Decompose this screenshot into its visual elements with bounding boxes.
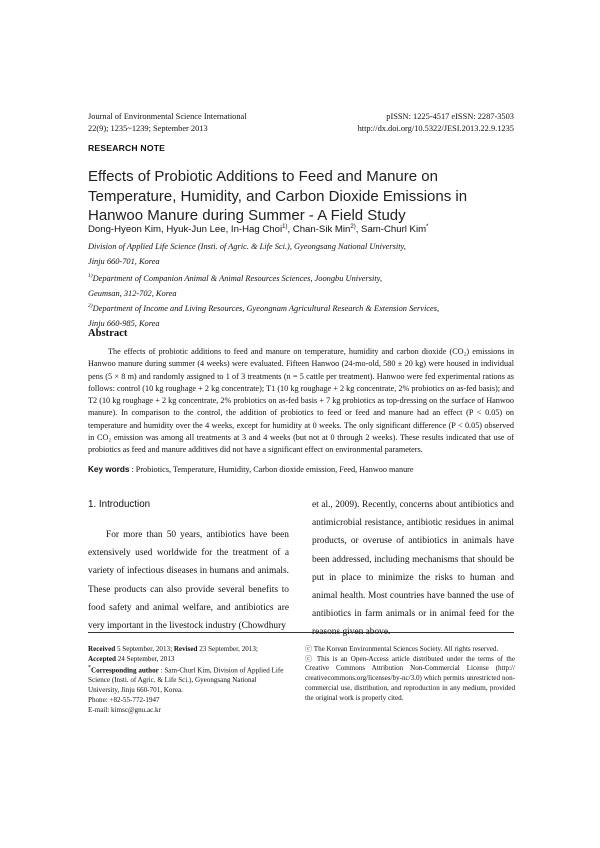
affiliation-main [88, 239, 528, 269]
received-label: Received [88, 645, 116, 653]
author-sup-3: * [426, 224, 429, 230]
abstract-text: The effects of probiotic additions to feed and manure on temperature, humidity and carbon dioxide (CO₂) emissions in Hanwoo manure during summer (4 weeks) were evaluated. Fifteen Hanwoo (24-mo-old, 580 ± 20 kg) were housed in individual pens (5 × 8 m) and randomly assigned to 1 of 3 treatments (n = 5 cattle per treatment). Hanwoo were fed experimental rations as follows: control (10 kg roughage + 2 kg concentrate); T1 (10 kg roughage + 2 kg concentrate, 2% probiotics on as-fed basis); and T2 (10 kg roughage + 2 kg concentrate, 2% probiotics on as-fed basis + 7 kg probiotics as top-dressing on the surface of Hanwoo manure). In comparison to the control, the addition of probiotics to feed or feed and manure had an effect (P < 0.05) on temperature and humidity over the 4 weeks, except for humidity at 0 weeks. The only significant difference (P < 0.05) observed in CO₂ emission was among all treatments at 3 and 4 weeks (but not at 0 through 2 weeks). These results indicated that use of probiotics as feed and manure additives did not have a significant effect on environmental parameters. [88, 347, 514, 455]
affiliation-2 [88, 299, 528, 331]
received-date: 5 September, 2013; [115, 645, 174, 653]
corresponding-text: : Sam-Churl Kim, Division of Applied Life Science (Insti. of Agric. & Life Sci.), Gyeongsang National University, Jinju 660-701, Korea. [88, 666, 284, 695]
affiliation-2-line2: Jinju 660-985, Korea [88, 318, 160, 328]
introduction-paragraph-right: et al., 2009). Recently, concerns about antibiotics and antimicrobial resistance, antibiotic residues in animal products, or overuse of antibiotics in animals have been addressed, including mechanisms that should be put in place to minimize the risks to human and animal health. Most countries have banned the use of antibiotics in farm animals or in animal feed for the reasons given above. [312, 500, 514, 638]
affiliation-1 [88, 269, 528, 301]
journal-doi-link[interactable]: http://dx.doi.org/10.5322/JESI.2013.22.9.1235 [357, 124, 514, 133]
accepted-label: Accepted [88, 654, 116, 663]
corresponding-label: Corresponding author [90, 666, 159, 675]
affiliation-1-line2: Geumsan, 312-702, Korea [88, 288, 177, 298]
journal-issn: pISSN: 1225-4517 eISSN: 2287-3503 [386, 112, 514, 121]
author-list [88, 224, 428, 235]
article-type: RESEARCH NOTE [88, 143, 166, 153]
revised-date: 23 September, 2013; [197, 645, 258, 653]
affiliation-1-line1: Department of Companion Animal & Animal Resources Sciences, Joongbu University, [92, 273, 383, 283]
affiliation-2-sup: 2) [88, 303, 93, 309]
keywords-text: : Probiotics, Temperature, Humidity, Carbon dioxide emission, Feed, Hanwoo manure [129, 465, 414, 474]
footnote-divider [88, 632, 514, 633]
author-names-1: Dong-Hyeon Kim, Hyuk-Jun Lee, In-Hag Choi [88, 224, 283, 236]
affiliation-2-line1: Department of Income and Living Resources, Gyeongnam Agricultural Research & Extension Services, [92, 303, 440, 313]
article-history-footnote [88, 645, 288, 715]
paper-title: Effects of Probiotic Additions to Feed and Manure on Temperature, Humidity, and Carbon Dioxide Emissions in Hanwoo Manure during Summer - A Field Study [88, 168, 468, 224]
affiliation-main-line2: Jinju 660-701, Korea [88, 257, 160, 266]
author-names-2: , Chan-Sik Min [287, 224, 351, 236]
revised-label: Revised [173, 645, 198, 653]
email-link[interactable]: E-mail: kimsc@gnu.ac.kr [88, 705, 161, 714]
keywords [88, 465, 414, 474]
keywords-label: Key words [88, 465, 130, 474]
journal-name: Journal of Environmental Science International [88, 112, 247, 121]
accepted-date: 24 September, 2013 [115, 654, 175, 663]
journal-identifiers [358, 111, 514, 135]
license-notice: ⓒ This is an Open-Access article distributed under the terms of the Creative Commons Attribution Non-Commercial License (http:// creativecommons.org/licenses/by-nc/3.0) which permits unrestricted non-commercial use, distribution, and reproduction in any medium, provided the original work is properly cited. [305, 654, 515, 702]
copyright-notice: ⓒ The Korean Environmental Sciences Society. All rights reserved. [305, 645, 499, 653]
author-sup-1: 1) [282, 224, 288, 230]
author-sup-2: 2) [350, 224, 356, 230]
journal-volume: 22(9); 1235~1239; September 2013 [88, 124, 208, 133]
introduction-paragraph-left: For more than 50 years, antibiotics have been extensively used worldwide for the treatment of a variety of infectious diseases in humans and animals. These products can also provide several benefits to food safety and animal welfare, and antibiotics are very important in the livestock industry (Chowdhury [88, 530, 289, 632]
author-names-3: , Sam-Churl Kim [355, 224, 427, 236]
journal-citation [88, 111, 247, 135]
license-footnote [305, 645, 515, 703]
phone: Phone: +82-55-772-1947 [88, 695, 160, 704]
affiliation-1-sup: 1) [88, 273, 93, 279]
abstract-heading: Abstract [88, 328, 128, 339]
section-heading-introduction: 1. Introduction [88, 499, 151, 510]
corresponding-sup: * [88, 665, 91, 672]
affiliation-main-line1: Division of Applied Life Science (Insti. of Agric. & Life Sci.), Gyeongsang National University, [88, 242, 406, 251]
